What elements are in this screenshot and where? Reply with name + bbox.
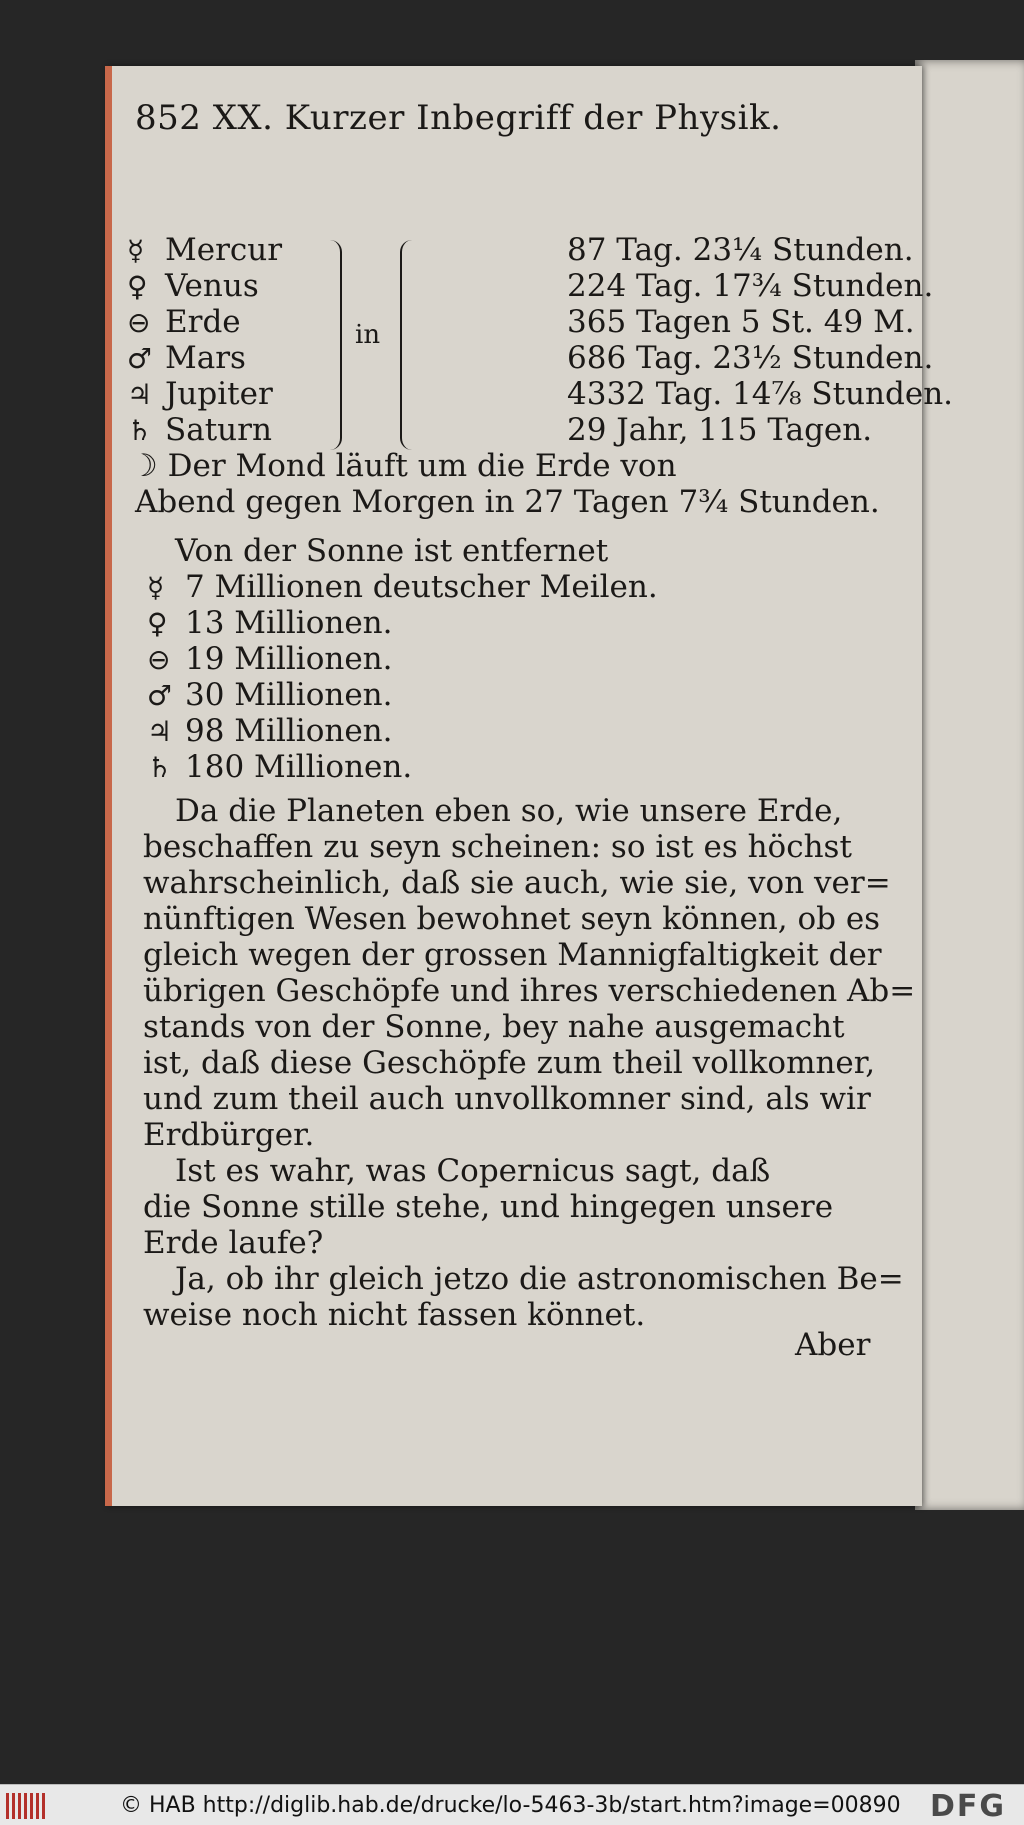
moon-line: ☽ Der Mond läuft um die Erde von (130, 448, 677, 484)
distance-text: 7 Millionen deutscher Meilen. (185, 569, 658, 605)
moon-line: Abend gegen Morgen in 27 Tagen 7¾ Stunden. (135, 484, 880, 520)
mercury-symbol-icon: ☿ (147, 571, 165, 604)
distance-row (147, 749, 412, 786)
mars-symbol-icon: ♂ (127, 342, 153, 375)
text-line: Ist es wahr, was Copernicus sagt, daß (175, 1153, 771, 1189)
in-label: in (355, 320, 381, 350)
distance-text: 13 Millionen. (185, 605, 393, 641)
text-line: Erde laufe? (143, 1225, 324, 1261)
page-number: 852 (135, 98, 202, 138)
distance-text: 98 Millionen. (185, 713, 393, 749)
distance-text: 180 Millionen. (185, 749, 413, 785)
venus-symbol-icon: ♀ (127, 270, 148, 303)
distance-text: 19 Millionen. (185, 641, 393, 677)
planet-period: 365 Tagen 5 St. 49 M. (567, 304, 915, 340)
planet-period: 686 Tag. 23½ Stunden. (567, 340, 934, 376)
text-line: die Sonne stille stehe, und hingegen unsere (143, 1189, 834, 1225)
text-line: und zum theil auch unvollkomner sind, als wir (143, 1081, 871, 1117)
planet-row (127, 232, 914, 269)
text-line: wahrscheinlich, daß sie auch, wie sie, von ver= (143, 865, 891, 901)
right-brace (400, 240, 422, 450)
text-line: Erdbürger. (143, 1117, 315, 1153)
planet-name: Mercur (165, 232, 283, 268)
planet-row (127, 376, 954, 413)
planet-period: 4332 Tag. 14⅞ Stunden. (567, 376, 954, 412)
planet-row (127, 412, 873, 449)
planet-name: Mars (165, 340, 246, 376)
mercury-symbol-icon: ☿ (127, 234, 145, 267)
planet-period: 87 Tag. 23¼ Stunden. (567, 232, 914, 268)
earth-symbol-icon: ⊖ (127, 306, 151, 339)
text-line: gleich wegen der grossen Mannigfaltigkeit der (143, 937, 882, 973)
planet-period: 224 Tag. 17¾ Stunden. (567, 268, 934, 304)
distance-text: 30 Millionen. (185, 677, 393, 713)
distance-row (147, 641, 393, 678)
text-line: übrigen Geschöpfe und ihres verschiedenen Ab= (143, 973, 916, 1009)
planet-row (127, 268, 934, 305)
planet-name: Saturn (165, 412, 272, 448)
planet-name: Erde (165, 304, 241, 340)
footer-bar (0, 1784, 1024, 1825)
text-line: beschaffen zu seyn scheinen: so ist es höchst (143, 829, 852, 865)
saturn-symbol-icon: ♄ (147, 751, 173, 784)
jupiter-symbol-icon: ♃ (147, 715, 173, 748)
distance-row (147, 569, 658, 606)
planet-name: Jupiter (165, 376, 273, 412)
distance-row (147, 713, 393, 750)
mars-symbol-icon: ♂ (147, 679, 173, 712)
text-line: ist, daß diese Geschöpfe zum theil vollkomner, (143, 1045, 876, 1081)
jupiter-symbol-icon: ♃ (127, 378, 153, 411)
planet-period: 29 Jahr, 115 Tagen. (567, 412, 873, 448)
saturn-symbol-icon: ♄ (127, 414, 153, 447)
distance-row (147, 677, 393, 714)
text-line: weise noch nicht fassen könnet. (143, 1297, 646, 1333)
text-line: nünftigen Wesen bewohnet seyn können, ob es (143, 901, 881, 937)
planet-name: Venus (165, 268, 259, 304)
page-header (135, 100, 781, 136)
running-title: XX. Kurzer Inbegriff der Physik. (212, 98, 782, 138)
planet-row (127, 340, 934, 377)
footer-link[interactable]: © HAB http://diglib.hab.de/drucke/lo-5463-3b/start.htm?image=00890 (120, 1793, 901, 1818)
distance-row (147, 605, 393, 642)
distance-intro: Von der Sonne ist entfernet (175, 533, 609, 569)
dfg-logo: DFG (930, 1789, 1007, 1824)
text-line: stands von der Sonne, bey nahe ausgemacht (143, 1009, 845, 1045)
earth-symbol-icon: ⊖ (147, 643, 171, 676)
venus-symbol-icon: ♀ (147, 607, 168, 640)
left-brace (320, 240, 342, 450)
hab-logo-icon (6, 1793, 46, 1819)
catchword: Aber (795, 1327, 871, 1363)
text-line: Da die Planeten eben so, wie unsere Erde, (175, 793, 843, 829)
text-line: Ja, ob ihr gleich jetzo die astronomischen Be= (175, 1261, 904, 1297)
